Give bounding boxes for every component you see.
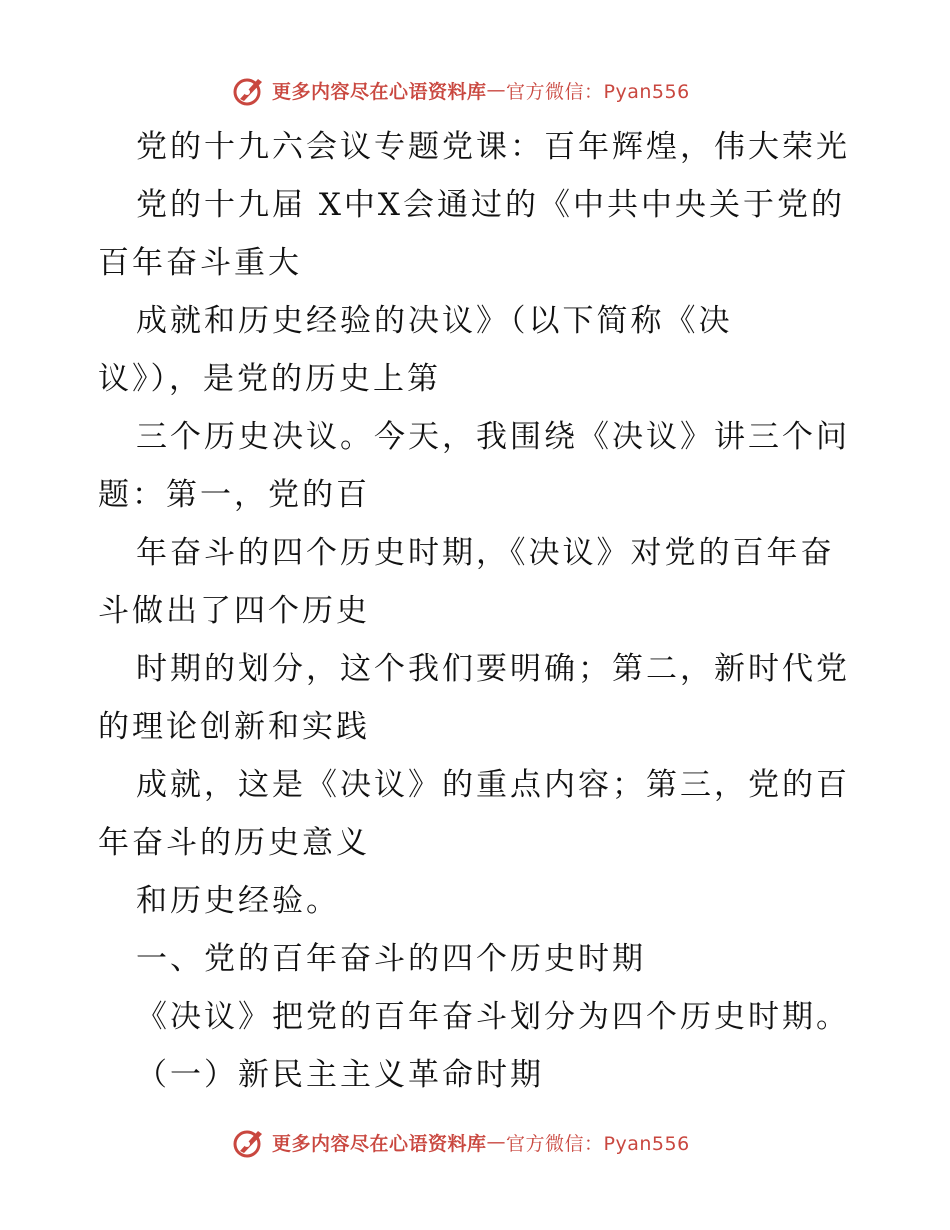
quill-circle-logo-icon: [232, 1125, 266, 1159]
text-line: 和历史经验。: [136, 883, 340, 919]
watermark-separator: —: [486, 1131, 507, 1153]
watermark-contact: 官方微信：Pyan556: [506, 1132, 690, 1155]
section-heading: 一、党的百年奋斗的四个历史时期: [136, 941, 646, 977]
document-body: [98, 118, 858, 1104]
text-line: 年奋斗的四个历史时期，《决议》对党的百年奋: [136, 535, 835, 571]
text-line: 斗做出了四个历史: [98, 593, 370, 629]
watermark-separator: —: [486, 79, 507, 101]
text-line: 三个历史决议。今天，我围绕《决议》讲三个问: [136, 419, 850, 455]
text-line: 《决议》把党的百年奋斗划分为四个历史时期。: [136, 999, 850, 1035]
document-title-line: 党的十九六会议专题党课：百年辉煌，伟大荣光: [136, 129, 850, 165]
text-line: 题：第一，党的百: [98, 477, 370, 513]
watermark-text: 更多内容尽在心语资料库: [272, 1132, 487, 1155]
text-line: 党的十九届 X中X会通过的《中共中央关于党的: [136, 187, 845, 223]
text-line: 成就，这是《决议》的重点内容；第三，党的百: [136, 767, 850, 803]
quill-circle-logo-icon: [232, 73, 266, 107]
text-line: 时期的划分，这个我们要明确；第二，新时代党: [136, 651, 850, 687]
text-line: 百年奋斗重大: [98, 245, 302, 281]
text-line: 年奋斗的历史意义: [98, 825, 370, 861]
text-line: 的理论创新和实践: [98, 709, 370, 745]
text-line: 成就和历史经验的决议》（以下简称《决: [136, 303, 733, 339]
subsection-heading: （一）新民主主义革命时期: [136, 1057, 544, 1093]
header-watermark: [232, 72, 752, 108]
watermark-text: 更多内容尽在心语资料库: [272, 80, 487, 103]
watermark-contact: 官方微信：Pyan556: [506, 80, 690, 103]
footer-watermark: [232, 1124, 752, 1160]
text-line: 议》），是党的历史上第: [98, 361, 441, 397]
